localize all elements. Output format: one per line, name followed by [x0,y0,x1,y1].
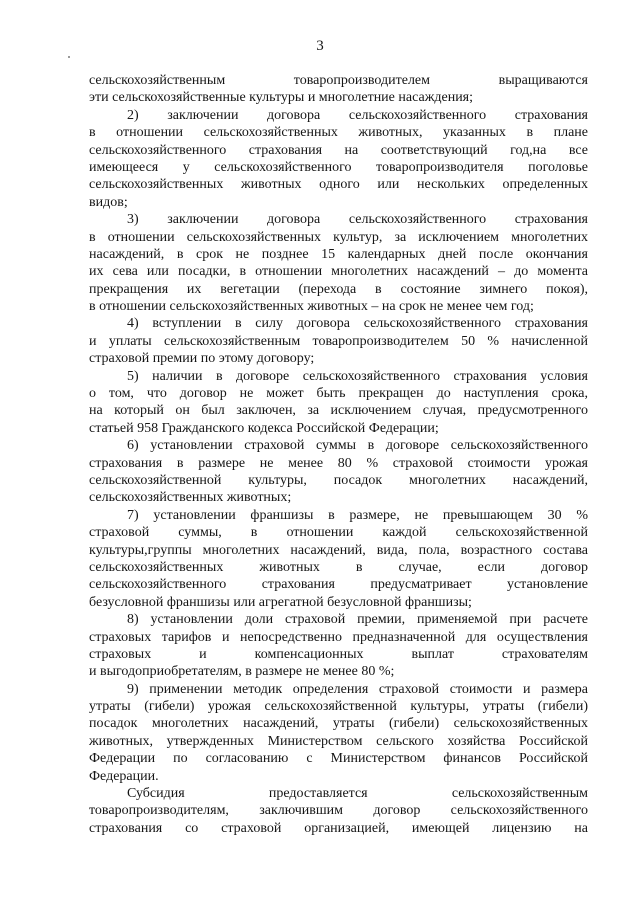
text-line: Федерации по согласованию с Министерством финансов Российской [89,751,588,767]
text-line: сельскохозяйственных животных; [89,490,292,506]
text-line: и уплаты сельскохозяйственным товаропроизводителем 50 % начисленной [89,333,588,349]
text-line: утраты (гибели) урожая сельскохозяйственной культуры, утраты (гибели) [89,699,588,715]
text-line: на который он был заключен, за исключением случая, предусмотренного [89,403,588,419]
text-line: 8) установлении доли страховой премии, применяемой при расчете [127,612,588,628]
text-line: культуры,группы многолетних насаждений, вида, пола, возрастного состава [89,542,588,558]
text-line: страховых и компенсационных выплат страхователям [89,646,588,662]
text-line: 4) вступлении в силу договора сельскохозяйственного страхования [127,316,588,332]
text-line: в отношении сельскохозяйственных животных – на срок не менее чем год; [89,299,534,315]
text-line: страховых тарифов и непосредственно предназначенной для осуществления [89,629,588,645]
text-line: в отношении сельскохозяйственных культур, за исключением многолетних [89,229,588,245]
text-line: товаропроизводителям, заключившим договор сельскохозяйственного [89,803,588,819]
text-line: страховой премии по этому договору; [89,351,315,367]
text-line: 6) установлении страховой суммы в договоре сельскохозяйственного [127,438,588,454]
text-line: Федерации. [89,768,159,784]
text-line: имеющееся у сельскохозяйственного товаропроизводителя поголовье [89,159,588,175]
text-line: и выгодоприобретателям, в размере не менее 80 %; [89,664,395,680]
text-line: безусловной франшизы или агрегатной безусловной франшизы; [89,594,472,610]
text-line: о том, что договор не может быть прекращен до наступления срока, [89,386,588,402]
text-line: эти сельскохозяйственные культуры и многолетние насаждения; [89,90,474,106]
text-line: страховой суммы, в отношении каждой сельскохозяйственной [89,525,588,541]
text-line: животных, утвержденных Министерством сельского хозяйства Российской [89,733,588,749]
text-line: страхования в размере не менее 80 % страховой стоимости урожая [89,455,588,471]
text-line: сельскохозяйственной культуры, посадок многолетних насаждений, [89,472,588,488]
text-line: сельскохозяйственных животных одного или нескольких определенных [89,177,588,193]
text-line: Субсидия предоставляется сельскохозяйственным [127,786,588,802]
text-line: сельскохозяйственных животных в случае, если договор [89,559,588,575]
text-line: видов; [89,194,128,210]
text-line: 5) наличии в договоре сельскохозяйственного страхования условия [127,368,588,384]
page-number: 3 [316,38,324,54]
text-line: сельскохозяйственным товаропроизводителем выращиваются [89,73,588,88]
text-line: их сева или посадки, в отношении многолетних насаждений – до момента [89,264,588,280]
text-line: 9) применении методик определения страховой стоимости и размера [127,681,588,697]
text-line: сельскохозяйственного страхования на соответствующий год,на все [89,142,588,158]
text-line: статьей 958 Гражданского кодекса Российской Федерации; [89,420,439,436]
text-line: насаждений, в срок не позднее 15 календарных дней после окончания [89,246,588,262]
text-line: прекращения их вегетации (перехода в состояние зимнего покоя), [89,281,588,297]
text-line: 7) установлении франшизы в размере, не превышающем 30 % [127,507,588,523]
text-line: сельскохозяйственного страхования предусматривает установление [89,577,588,593]
text-line: в отношении сельскохозяйственных животных, указанных в плане [89,125,588,141]
document-body [89,72,588,837]
text-line: 2) заключении договора сельскохозяйственного страхования [127,107,588,123]
text-line: посадок многолетних насаждений, утраты (гибели) сельскохозяйственных [89,716,588,732]
text-line: 3) заключении договора сельскохозяйственного страхования [127,212,588,228]
scan-speck [68,56,70,58]
text-line: страхования со страховой организацией, имеющей лицензию на [89,820,588,836]
